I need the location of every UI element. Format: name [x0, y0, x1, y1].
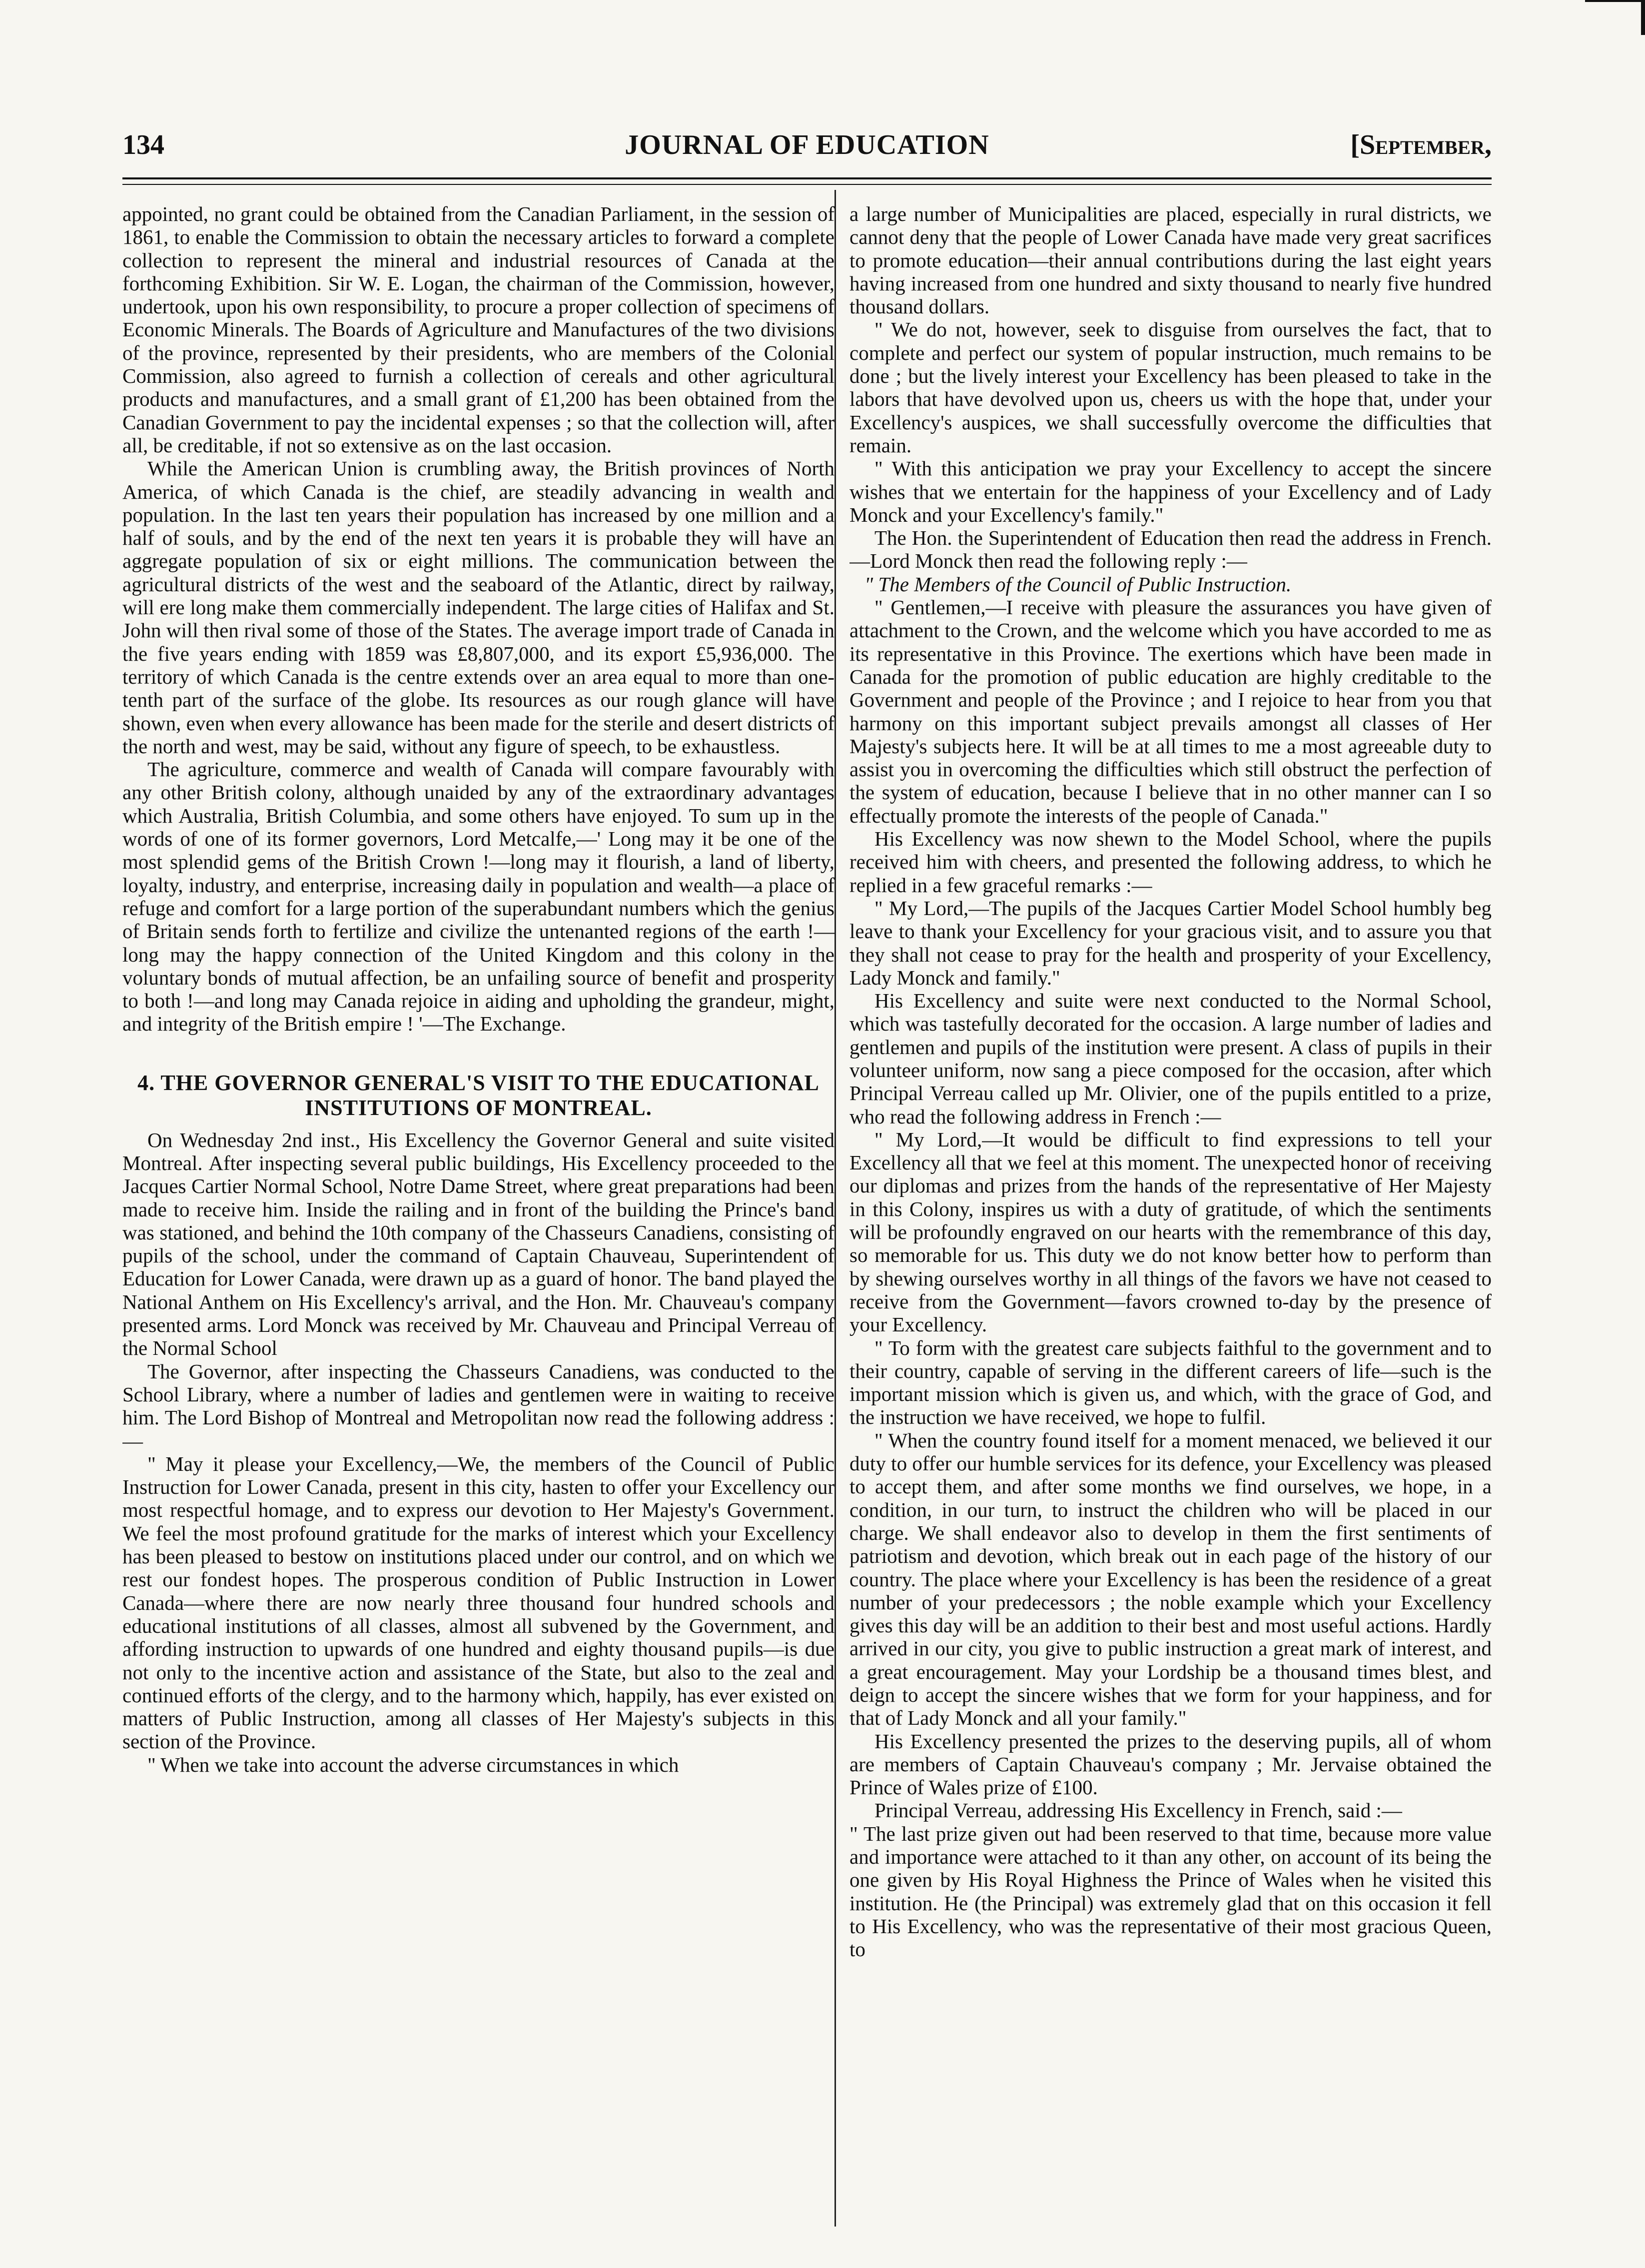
left-column: [122, 202, 834, 2227]
page-header: [122, 122, 1492, 167]
paragraph: His Excellency was now shewn to the Model School, where the pupils received him with cheers, and presented the following address, to which he replied in a few graceful remarks :—: [849, 827, 1492, 897]
paragraph: On Wednesday 2nd inst., His Excellency the Governor General and suite visited Montreal. After inspecting several public buildings, His Excellency proceeded to the Jacques Cartier Normal School, Notre Dame Street, where great preparations had been made to receive him. Inside the railing and in front of the building the Prince's band was stationed, and behind the 10th company of the Chasseurs Canadiens, consisting of pupils of the school, under the command of Captain Chauveau, Superintendent of Education for Lower Canada, were drawn up as a guard of honor. The band played the National Anthem on His Excellency's arrival, and the Hon. Mr. Chauveau's company presented arms. Lord Monck was received by Mr. Chauveau and Principal Verreau of the Normal School: [122, 1128, 834, 1360]
scan-edge-mark-top: [1585, 0, 1645, 2]
paragraph: " May it please your Excellency,—We, the members of the Council of Public Instruction for Lower Canada, present in this city, hasten to offer your Excellency our most respectful homage, and to express our devotion to Her Majesty's Government. We feel the most profound gratitude for the marks of interest which your Excellency has been pleased to bestow on institutions placed under our control, and on which we rest our fondest hopes. The prosperous condition of Public Instruction in Lower Canada—where there are now nearly three thousand four hundred schools and educational institutions of all classes, almost all subvened by the Government, and affording instruction to upwards of one hundred and eighty thousand pupils—is due not only to the incentive action and assistance of the State, but also to the zeal and continued efforts of the clergy, and to the harmony which, happily, has ever existed on matters of Public Instruction, among all classes of Her Majesty's subjects in this section of the Province.: [122, 1452, 834, 1753]
issue-month: [September,: [1350, 129, 1492, 160]
right-column: [849, 202, 1492, 2227]
paragraph: " We do not, however, seek to disguise from ourselves the fact, that to complete and perfect our system of popular instruction, much remains to be done ; but the lively interest your Excellency has been pleased to take in the labors that have devolved upon us, cheers us with the hope that, under your Excellency's auspices, we shall successfully overcome the difficulties that remain.: [849, 318, 1492, 457]
scan-edge-mark: [1641, 0, 1645, 35]
address-salutation: " The Members of the Council of Public Instruction.: [864, 572, 1292, 596]
paragraph: Principal Verreau, addressing His Excellency in French, said :—: [874, 1799, 1402, 1822]
paragraph: The Governor, after inspecting the Chasseurs Canadiens, was conducted to the School Library, where a number of ladies and gentlemen were in waiting to receive him. The Lord Bishop of Montreal and Metropolitan now read the following address :—: [122, 1359, 834, 1452]
paragraph: While the American Union is crumbling away, the British provinces of North America, of which Canada is the chief, are steadily advancing in wealth and population. In the last ten years their population has increased by one million and a half of souls, and by the end of the next ten years it is probable they will have an aggregate population of six or eight millions. The communication between the agricultural districts of the west and the seaboard of the Atlantic, direct by railway, will ere long make them commercially independent. The large cities of Halifax and St. John will then rival some of those of the States. The average import trade of Canada in the five years ending with 1859 was £8,807,000, and its export £5,936,000. The territory of which Canada is the centre extends over an area equal to more than one-tenth part of the surface of the globe. Its resources as our rough glance will have shown, even when every allowance has been made for the sterile and desert districts of the north and west, may be said, without any figure of speech, to be exhaustless.: [122, 457, 834, 758]
header-rule-thin: [122, 184, 1492, 185]
paragraph: " To form with the greatest care subjects faithful to the government and to their country, capable of serving in the different careers of life—such is the important mission which is given us, and which, with the grace of God, and the instruction we have received, we hope to fulfil.: [849, 1336, 1492, 1429]
paragraph: His Excellency presented the prizes to the deserving pupils, all of whom are members of Captain Chauveau's company ; Mr. Jervaise obtained the Prince of Wales prize of £100.: [849, 1729, 1492, 1799]
paragraph: " My Lord,—The pupils of the Jacques Cartier Model School humbly beg leave to thank your Excellency for your gracious visit, and to assure you that they shall not cease to pray for the health and prosperity of your Excellency, Lady Monck and family.": [849, 896, 1492, 989]
paragraph: The agriculture, commerce and wealth of Canada will compare favourably with any other British colony, although unaided by any of the extraordinary advantages which Australia, British Columbia, and some others have enjoyed. To sum up in the words of one of its former governors, Lord Metcalfe,—' Long may it be one of the most splendid gems of the British Crown !—long may it flourish, a land of liberty, loyalty, industry, and enterprise, increasing daily in population and wealth—a place of refuge and comfort for a large portion of the superabundant numbers which the genius of Britain sends forth to fertilize and civilize the untenanted regions of the earth !—long may the happy connection of the United Kingdom and this colony in the voluntary bonds of mutual affection, be an unfailing source of benefit and prosperity to both !—and long may Canada rejoice in aiding and upholding the grandeur, might, and integrity of the British empire ! '—The Exchange.: [122, 758, 834, 1036]
paragraph: The Hon. the Superintendent of Education then read the address in French.—Lord Monck then read the following reply :—: [849, 526, 1492, 573]
header-rule: [122, 177, 1492, 179]
paragraph: " Gentlemen,—I receive with pleasure the assurances you have given of attachment to the Crown, and the welcome which you have accorded to me as its representative in this Province. The exertions which have been made in Canada for the promotion of public education are highly creditable to the Government and people of the Province ; and I rejoice to hear from you that harmony on this important subject prevails amongst all classes of Her Majesty's subjects here. It will be at all times to me a most agreeable duty to assist you in overcoming the difficulties which still obstruct the perfection of the system of education, because I believe that in no other manner can I so effectually promote the interests of the people of Canada.": [849, 596, 1492, 827]
section-heading: 4. THE GOVERNOR GENERAL'S VISIT TO THE EDUCATIONAL INSTITUTIONS OF MONTREAL.: [137, 1070, 820, 1120]
paragraph: " My Lord,—It would be difficult to find expressions to tell your Excellency all that we feel at this moment. The unexpected honor of receiving our diplomas and prizes from the hands of the representative of Her Majesty in this Colony, inspires us with a duty of gratitude, of which the sentiments will be profoundly engraved on our hearts with the remembrance of this day, so memorable for us. This duty we do not know better how to perform than by shewing ourselves worthy in all things of the favors we have not ceased to receive from the Government—favors crowned to-day by the presence of your Excellency.: [849, 1128, 1492, 1336]
paragraph: a large number of Municipalities are placed, especially in rural districts, we cannot deny that the people of Lower Canada have made very great sacrifices to promote education—their annual contributions during the last eight years having increased from one hundred and sixty thousand to nearly five hundred thousand dollars.: [849, 202, 1492, 318]
paragraph: " When the country found itself for a moment menaced, we believed it our duty to offer our humble services for its defence, your Excellency was pleased to accept them, and after some months we find ourselves, we hope, in a condition, in our turn, to instruct the children who will be placed in our charge. We shall endeavor also to develop in them the first sentiments of patriotism and devotion, which break out in each page of the history of our country. The place where your Excellency is has been the residence of a great number of your predecessors ; the noble example which your Excellency gives this day will be an addition to their best and most useful actions. Hardly arrived in our city, you give to public instruction a great mark of interest, and a great encouragement. May your Lordship be a thousand times blest, and deign to accept the sincere wishes that we form for your happiness, and for that of Lady Monck and all your family.": [849, 1428, 1492, 1730]
paragraph: " With this anticipation we pray your Excellency to accept the sincere wishes that we entertain for the happiness of your Excellency and of Lady Monck and your Excellency's family.": [849, 457, 1492, 526]
paragraph: " When we take into account the adverse circumstances in which: [147, 1753, 679, 1776]
paragraph: His Excellency and suite were next conducted to the Normal School, which was tastefully decorated for the occasion. A large number of ladies and gentlemen and pupils of the institution were present. A class of pupils in their volunteer uniform, now sang a piece composed for the occasion, after which Principal Verreau called up Mr. Olivier, one of the pupils entitled to a prize, who read the following address in French :—: [849, 989, 1492, 1128]
column-divider: [834, 190, 836, 2227]
journal-title: JOURNAL OF EDUCATION: [625, 129, 989, 160]
page-number: 134: [122, 129, 164, 160]
paragraph: appointed, no grant could be obtained from the Canadian Parliament, in the session of 1861, to enable the Commission to obtain the necessary articles to forward a complete collection to represent the mineral and industrial resources of Canada at the forthcoming Exhibition. Sir W. E. Logan, the chairman of the Commission, however, undertook, upon his own responsibility, to procure a proper collection of specimens of Economic Minerals. The Boards of Agriculture and Manufactures of the two divisions of the province, represented by their presidents, who are members of the Colonial Commission, also agreed to furnish a collection of cereals and other agricultural products and manufactures, and a small grant of £1,200 has been obtained from the Canadian Government to pay the incidental expenses ; so that the collection will, after all, be creditable, if not so extensive as on the last occasion.: [122, 202, 834, 457]
paragraph: " The last prize given out had been reserved to that time, because more value and importance were attached to it than any other, on account of its being the one given by His Royal Highness the Prince of Wales when he visited this institution. He (the Principal) was extremely glad that on this occasion it fell to His Excellency, who was the representative of their most gracious Queen, to: [849, 1822, 1492, 1961]
